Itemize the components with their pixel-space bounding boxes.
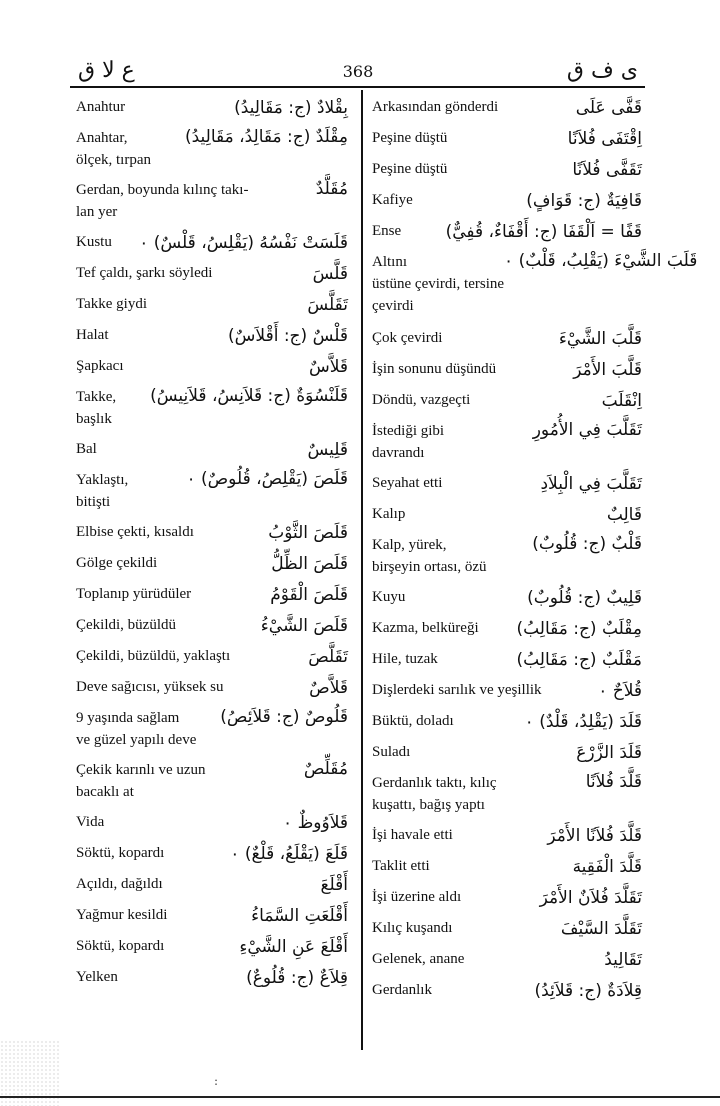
arabic-headword: قُلاَحٌ ۰: [598, 680, 642, 701]
turkish-meaning: İşin sonunu düşündü: [372, 361, 497, 377]
arabic-headword: اِقْتَفَى فُلاَنًا: [567, 128, 642, 149]
turkish-meaning: [76, 179, 248, 223]
header-left-letters: ع لا ق: [78, 58, 135, 83]
turkish-meaning: Suladı: [372, 744, 411, 760]
dictionary-entry: [76, 382, 348, 434]
dictionary-entry: [76, 838, 348, 869]
dictionary-entry: [372, 354, 642, 385]
turkish-meaning: Peşine düştü: [372, 161, 448, 177]
dictionary-entry: [372, 820, 642, 851]
dictionary-entry: [372, 468, 642, 499]
arabic-headword: قِلاَدَةٌ (ج: قَلاَئِدُ): [534, 980, 642, 1001]
meaning-line: üstüne çevirdi, tersine: [372, 276, 505, 292]
meaning-line: Takke,: [76, 389, 117, 405]
dictionary-entry: [76, 92, 348, 123]
turkish-meaning: Deve sağıcısı, yüksek su: [76, 679, 224, 695]
dictionary-entry: [372, 323, 642, 354]
arabic-headword: مُقَلَّدٌ: [315, 179, 348, 199]
dictionary-entry: [76, 227, 348, 258]
dictionary-entry: [76, 755, 348, 807]
arabic-headword: قَلُوصٌ (ج: قَلاَئِصُ): [220, 707, 348, 727]
dictionary-entry: [76, 258, 348, 289]
turkish-meaning: Kafiye: [372, 192, 413, 208]
turkish-meaning: Toplanıp yürüdüler: [76, 586, 192, 602]
meaning-line: Gerdan, boyunda kılınç takı-: [76, 182, 249, 198]
arabic-headword: قَلَبَ الشَّيْءَ (يَقْلِبُ، قَلْبٌ) ۰: [504, 251, 698, 271]
arabic-headword: قَلَصَ الْقَوْمُ: [270, 584, 348, 605]
turkish-meaning: [76, 469, 128, 513]
arabic-headword: قَلِيسٌ: [307, 439, 348, 460]
dictionary-entry: [76, 175, 348, 227]
arabic-headword: أَقْلَعَتِ السَّمَاءُ: [251, 905, 348, 926]
arabic-headword: تَقَالِيدُ: [604, 949, 642, 970]
dictionary-entry: [372, 385, 642, 416]
dictionary-entry: [372, 216, 642, 247]
dictionary-entry: [372, 613, 642, 644]
meaning-line: İstediği gibi: [372, 423, 445, 439]
arabic-headword: قَلَّدَ الْفَقِيهَ: [572, 856, 642, 877]
dictionary-entry: [372, 675, 642, 706]
turkish-meaning: Arkasından gönderdi: [372, 99, 499, 115]
dictionary-entry: [76, 517, 348, 548]
arabic-headword: قَالِبٌ: [606, 504, 642, 525]
arabic-headword: مُقَلِّصٌ: [303, 759, 348, 779]
dictionary-entry: [76, 672, 348, 703]
turkish-meaning: İşi üzerine aldı: [372, 889, 462, 905]
right-column: [372, 92, 698, 1006]
turkish-meaning: Vida: [76, 814, 105, 830]
arabic-headword: مِقْلَبٌ (ج: مَقَالِبُ): [516, 618, 642, 639]
turkish-meaning: Döndü, vazgeçti: [372, 392, 471, 408]
dictionary-entry: [76, 320, 348, 351]
turkish-meaning: Söktü, kopardı: [76, 938, 165, 954]
dictionary-entry: [76, 610, 348, 641]
dictionary-entry: [76, 434, 348, 465]
dictionary-entry: [76, 579, 348, 610]
dictionary-entry: [372, 913, 642, 944]
turkish-meaning: Gölge çekildi: [76, 555, 158, 571]
arabic-headword: مِقْلَدٌ (ج: مَقَالِدُ، مَقَالِيدُ): [184, 127, 348, 147]
meaning-line: davrandı: [372, 445, 425, 461]
dictionary-entry: [76, 351, 348, 382]
dictionary-entry: [76, 703, 348, 755]
dictionary-entry: [76, 123, 348, 175]
arabic-headword: قَفَّى عَلَى: [575, 97, 642, 118]
arabic-headword: تَقَفَّى فُلاَنًا: [572, 159, 642, 180]
dictionary-entry: [76, 900, 348, 931]
left-column: [76, 92, 348, 993]
arabic-headword: قَلَسَتْ نَفْسُهُ (يَقْلِسُ، قَلْسٌ) ۰: [139, 232, 348, 253]
turkish-meaning: [76, 707, 196, 751]
arabic-headword: مَقْلَبٌ (ج: مَقَالِبُ): [516, 649, 642, 670]
turkish-meaning: [372, 534, 487, 578]
dictionary-entry: [76, 289, 348, 320]
turkish-meaning: Kuyu: [372, 589, 406, 605]
dictionary-entry: [372, 882, 642, 913]
turkish-meaning: Kılıç kuşandı: [372, 920, 453, 936]
arabic-headword: أَقْلَعَ عَنِ الشَّيْءِ: [239, 936, 348, 957]
arabic-headword: اِنْقَلَبَ: [601, 390, 642, 411]
dictionary-entry: [76, 931, 348, 962]
meaning-line: Gerdanlık taktı, kılıç: [372, 775, 497, 791]
dictionary-entry: [372, 499, 642, 530]
turkish-meaning: Çekildi, büzüldü, yaklaştı: [76, 648, 231, 664]
arabic-headword: قَلَنْسُوَةٌ (ج: قَلاَنِسُ، قَلاَنِيسُ): [150, 386, 348, 406]
meaning-line: lan yer: [76, 204, 118, 220]
meaning-line: Kalp, yürek,: [372, 537, 447, 553]
arabic-headword: قَلَصَ الشَّيْءُ: [260, 615, 348, 636]
turkish-meaning: Söktü, kopardı: [76, 845, 165, 861]
turkish-meaning: [76, 127, 151, 171]
turkish-meaning: [372, 251, 504, 317]
meaning-line: başlık: [76, 411, 112, 427]
arabic-headword: قَلْبٌ (ج: قُلُوبٌ): [532, 534, 642, 554]
arabic-headword: تَقَلَّبَ فِي الْبِلاَدِ: [540, 473, 642, 494]
arabic-headword: قَلْسٌ (ج: أَقْلاَسٌ): [228, 325, 348, 346]
arabic-headword: قَلَدَ (يَقْلِدُ، قَلْدٌ) ۰: [524, 711, 642, 732]
dictionary-entry: [372, 706, 642, 737]
turkish-meaning: Gelenek, anane: [372, 951, 465, 967]
turkish-meaning: [76, 386, 116, 430]
dictionary-entry: [372, 975, 642, 1006]
dictionary-entry: [76, 465, 348, 517]
meaning-line: Anahtar,: [76, 130, 128, 146]
turkish-meaning: Dişlerdeki sarılık ve yeşillik: [372, 682, 542, 698]
arabic-headword: قَلِيبٌ (ج: قُلُوبٌ): [527, 587, 642, 608]
arabic-headword: قِلاَعٌ (ج: قُلُوعٌ): [246, 967, 348, 988]
arabic-headword: تَقَلَّسَ: [307, 294, 348, 315]
arabic-headword: تَقَلَّدَ فُلاَنٌ الأَمْرَ: [539, 887, 642, 908]
arabic-headword: قَلَّبَ الشَّيْءَ: [558, 328, 642, 349]
arabic-headword: تَقَلَّبَ فِي الأُمُورِ: [532, 420, 642, 440]
meaning-line: Çekik karınlı ve uzun: [76, 762, 206, 778]
dictionary-entry: [372, 530, 642, 582]
dictionary-entry: [372, 123, 642, 154]
meaning-line: 9 yaşında sağlam: [76, 710, 180, 726]
turkish-meaning: İşi havale etti: [372, 827, 453, 843]
scan-mark: :: [214, 1074, 219, 1088]
arabic-headword: قَلَّدَ فُلاَنًا: [585, 772, 642, 792]
dictionary-entry: [76, 641, 348, 672]
meaning-line: ve güzel yapılı deve: [76, 732, 197, 748]
turkish-meaning: Tef çaldı, şarkı söyledi: [76, 265, 213, 281]
meaning-line: bitişti: [76, 494, 111, 510]
turkish-meaning: Taklit etti: [372, 858, 430, 874]
dictionary-entry: [76, 548, 348, 579]
turkish-meaning: Yelken: [76, 969, 118, 985]
arabic-headword: قَلَصَ الثَّوْبُ: [268, 522, 348, 543]
dictionary-entry: [372, 582, 642, 613]
dictionary-entry: [372, 416, 642, 468]
arabic-headword: قَلَعَ (يَقْلَعُ، قَلْعٌ) ۰: [230, 843, 348, 864]
turkish-meaning: Bal: [76, 441, 97, 457]
arabic-headword: قَلَّسَ: [312, 263, 348, 284]
turkish-meaning: Çekildi, büzüldü: [76, 617, 176, 633]
arabic-headword: بِقْلادٌ (ج: مَقَالِيدُ): [234, 97, 348, 118]
bottom-rule: [0, 1096, 720, 1098]
turkish-meaning: Kazma, belküreği: [372, 620, 479, 636]
dictionary-entry: [372, 154, 642, 185]
header-right-letters: ى ف ق: [566, 58, 638, 83]
arabic-headword: قَافِيَةٌ (ج: قَوَافٍ): [526, 190, 642, 211]
page-number: 368: [342, 62, 374, 81]
turkish-meaning: Seyahat etti: [372, 475, 443, 491]
arabic-headword: قَلاَّصٌ: [309, 677, 348, 698]
turkish-meaning: Ense: [372, 223, 402, 239]
turkish-meaning: Takke giydi: [76, 296, 148, 312]
dictionary-entry: [372, 247, 698, 323]
turkish-meaning: Açıldı, dağıldı: [76, 876, 163, 892]
dictionary-entry: [76, 807, 348, 838]
turkish-meaning: [372, 772, 497, 816]
arabic-headword: أَقْلَعَ: [320, 874, 348, 895]
turkish-meaning: [76, 759, 206, 803]
turkish-meaning: [372, 420, 444, 464]
page-header: [78, 56, 638, 86]
meaning-line: kuşattı, bağış yaptı: [372, 797, 485, 813]
turkish-meaning: Halat: [76, 327, 109, 343]
meaning-line: ölçek, tırpan: [76, 152, 151, 168]
turkish-meaning: Elbise çekti, kısaldı: [76, 524, 194, 540]
arabic-headword: قَلَّدَ فُلاَنًا الأَمْرَ: [547, 825, 642, 846]
turkish-meaning: Kustu: [76, 234, 112, 250]
dictionary-entry: [76, 869, 348, 900]
turkish-meaning: Şapkacı: [76, 358, 124, 374]
turkish-meaning: Anahtur: [76, 99, 126, 115]
turkish-meaning: Büktü, doladı: [372, 713, 454, 729]
turkish-meaning: Yağmur kesildi: [76, 907, 168, 923]
meaning-line: çevirdi: [372, 298, 414, 314]
meaning-line: bacaklı at: [76, 784, 134, 800]
header-rule: [70, 86, 645, 88]
arabic-headword: تَقَلَّدَ السَّيْفَ: [560, 918, 642, 939]
arabic-headword: تَقَلَّصَ: [308, 646, 348, 667]
arabic-headword: قَلاَّسٌ: [308, 356, 348, 377]
turkish-meaning: Gerdanlık: [372, 982, 432, 998]
column-divider: [361, 90, 363, 1050]
arabic-headword: قَلَّبَ الأَمْرَ: [573, 359, 642, 380]
arabic-headword: قَلَصَ (يَقْلِصُ، قُلُوصٌ) ۰: [186, 469, 348, 489]
meaning-line: Altını: [372, 254, 408, 270]
turkish-meaning: Kalıp: [372, 506, 406, 522]
turkish-meaning: Hile, tuzak: [372, 651, 438, 667]
arabic-headword: قَلاَوُوظٌ ۰: [283, 812, 348, 833]
dictionary-entry: [372, 768, 642, 820]
arabic-headword: قَلَدَ الزَّرْعَ: [576, 742, 642, 763]
dictionary-entry: [372, 644, 642, 675]
dictionary-entry: [372, 185, 642, 216]
turkish-meaning: Çok çevirdi: [372, 330, 443, 346]
meaning-line: Yaklaştı,: [76, 472, 129, 488]
dictionary-entry: [372, 944, 642, 975]
turkish-meaning: Peşine düştü: [372, 130, 448, 146]
meaning-line: birşeyin ortası, özü: [372, 559, 487, 575]
dictionary-entry: [76, 962, 348, 993]
dictionary-entry: [372, 92, 642, 123]
arabic-headword: قَلَصَ الظِّلُّ: [271, 553, 348, 574]
arabic-headword: قَفًا = اَلْقَفَا (ج: أَقْفَاءٌ، قُفِيٌّ): [445, 221, 642, 242]
dictionary-entry: [372, 851, 642, 882]
dictionary-entry: [372, 737, 642, 768]
